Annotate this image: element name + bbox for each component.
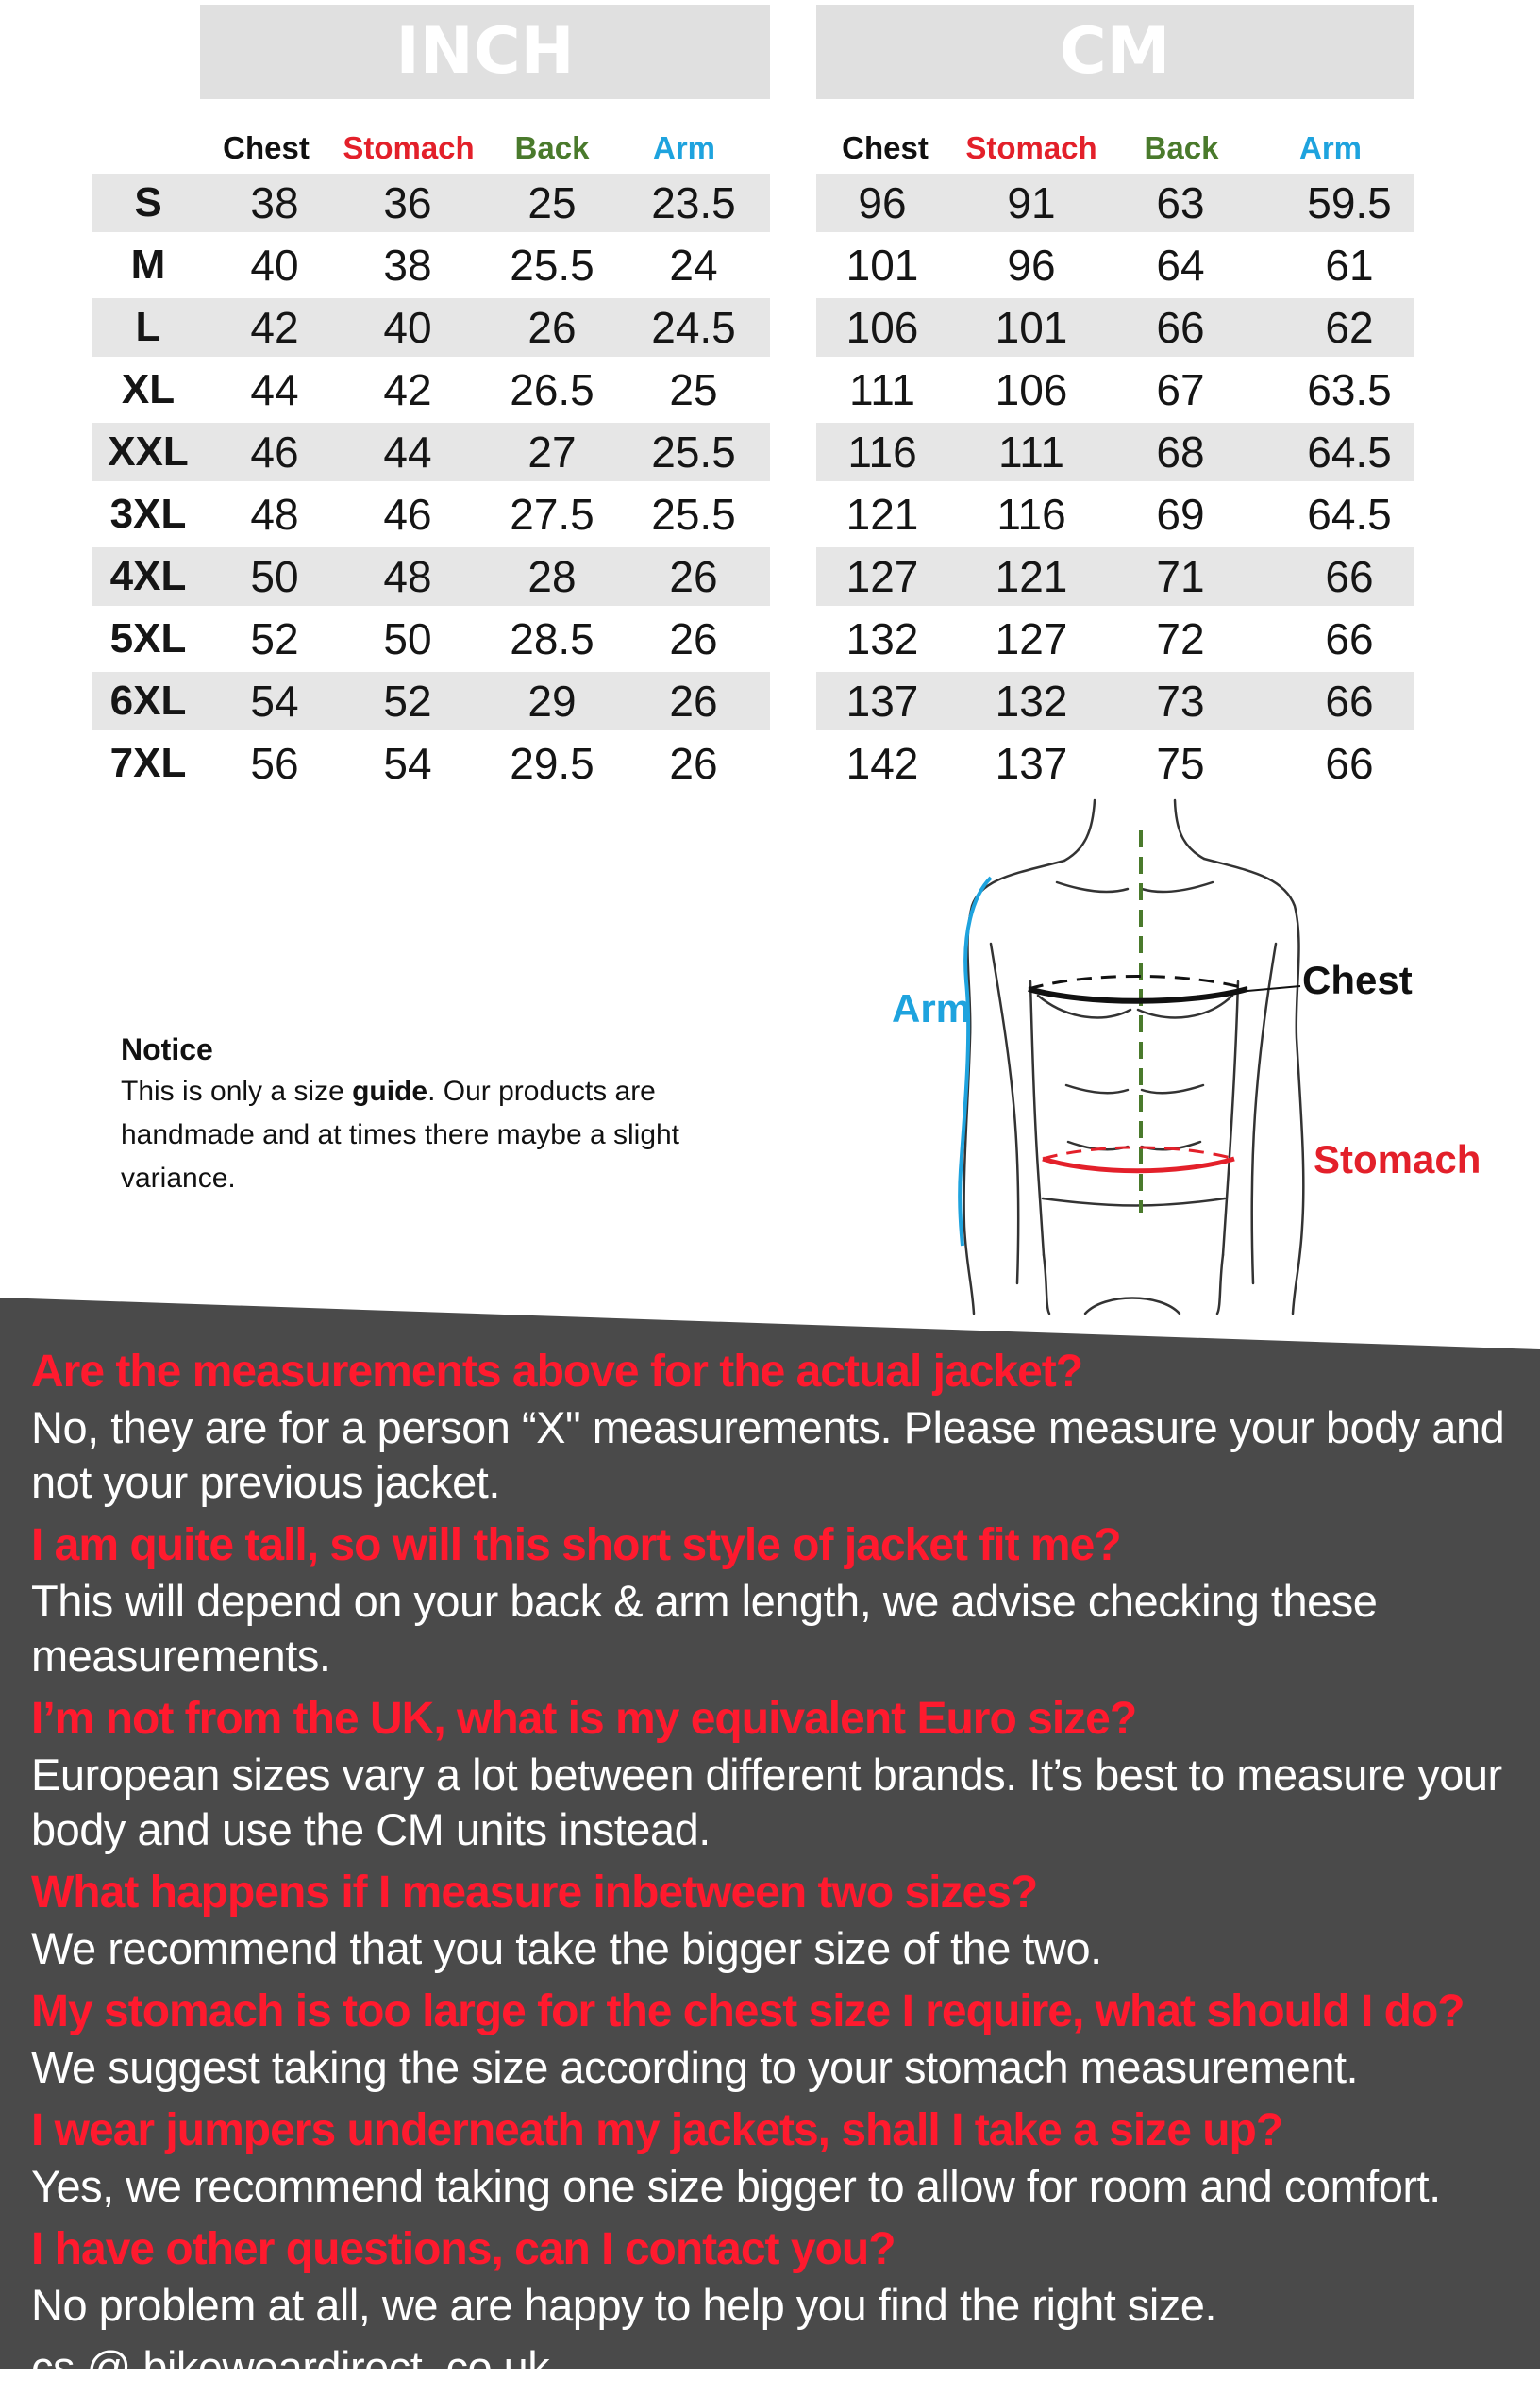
inch-chest-cell: 38 [250, 178, 299, 227]
table-row [0, 608, 1540, 670]
table-row [0, 234, 1540, 296]
table-row [0, 296, 1540, 359]
inch-arm-cell: 24.5 [651, 303, 736, 352]
cm-back-cell: 67 [1156, 365, 1205, 414]
faq-section [31, 1344, 1532, 2395]
faq-item [31, 2221, 1532, 2333]
inch-back-cell: 29.5 [510, 739, 594, 788]
inch-arm-cell: 23.5 [651, 178, 736, 227]
notice-text-end: . Our products are handmade and at times there maybe a slight variance. [121, 1076, 680, 1194]
table-row [0, 670, 1540, 732]
notice-text-bold: guide [352, 1076, 428, 1107]
cm-chest-cell: 142 [845, 739, 919, 788]
faq-answer: We suggest taking the size according to your stomach measurement. [31, 2042, 1359, 2092]
cm-col-arm: Arm [1298, 130, 1363, 165]
inch-chest-cell: 54 [250, 677, 299, 726]
cm-back-cell: 66 [1156, 303, 1205, 352]
cm-back-cell: 64 [1156, 241, 1205, 290]
table-row [0, 483, 1540, 545]
inch-chest-cell: 46 [250, 427, 299, 477]
faq-answer: No, they are for a person “X" measurements. Please measure your body and not your previous jacket. [31, 1402, 1505, 1507]
inch-arm-cell: 26 [669, 739, 718, 788]
diagram-chest-label: Chest [1302, 958, 1413, 1002]
faq-item [31, 2102, 1532, 2214]
inch-arm-cell: 25.5 [651, 490, 736, 539]
size-label: L [135, 304, 161, 350]
inch-arm-cell: 26 [669, 614, 718, 663]
inch-col-back: Back [514, 130, 590, 165]
cm-back-cell: 75 [1156, 739, 1205, 788]
cm-arm-cell: 63.5 [1307, 365, 1392, 414]
size-label: S [134, 179, 162, 226]
contact-email[interactable]: cs @ bikeweardirect. co.uk [31, 2342, 550, 2392]
inch-back-cell: 25.5 [510, 241, 594, 290]
torso-outline [849, 793, 1491, 1321]
cm-stomach-cell: 91 [1007, 178, 1056, 227]
cm-chest-cell: 116 [847, 427, 917, 477]
cm-arm-cell: 62 [1325, 303, 1374, 352]
faq-item [31, 1984, 1532, 2095]
faq-question: I am quite tall, so will this short style of jacket fit me? [31, 1520, 1121, 1570]
notice-title: Notice [121, 1032, 213, 1066]
cm-chest-cell: 106 [845, 303, 919, 352]
faq-answer: European sizes vary a lot between different brands. It’s best to measure your body and use the CM units instead. [31, 1750, 1502, 1854]
cm-back-cell: 63 [1156, 178, 1205, 227]
inch-arm-cell: 25 [669, 365, 718, 414]
diagram-stomach-label: Stomach [1314, 1137, 1481, 1181]
size-label: XXL [108, 428, 189, 475]
faq-item [31, 1865, 1532, 1976]
notice-text-start: This is only a size [121, 1076, 353, 1107]
cm-stomach-cell: 137 [995, 739, 1068, 788]
faq-question: Are the measurements above for the actual jacket? [31, 1347, 1083, 1397]
table-row [0, 359, 1540, 421]
inch-stomach-cell: 54 [383, 739, 432, 788]
inch-col-stomach: Stomach [343, 130, 475, 165]
faq-item [31, 1344, 1532, 1510]
size-label: 7XL [109, 740, 187, 786]
cm-back-cell: 69 [1156, 490, 1205, 539]
cm-chest-cell: 96 [858, 178, 907, 227]
cm-stomach-cell: 121 [995, 552, 1068, 601]
table-row [0, 545, 1540, 608]
size-label: 5XL [109, 615, 187, 662]
faq-question: I’m not from the UK, what is my equivalent Euro size? [31, 1694, 1137, 1744]
faq-answer: Yes, we recommend taking one size bigger to allow for room and comfort. [31, 2161, 1441, 2211]
cm-arm-cell: 64.5 [1307, 427, 1392, 477]
inch-stomach-cell: 46 [383, 490, 432, 539]
inch-arm-cell: 26 [669, 677, 718, 726]
cm-chest-cell: 132 [845, 614, 919, 663]
inch-back-cell: 28 [527, 552, 577, 601]
cm-stomach-cell: 96 [1007, 241, 1056, 290]
faq-answer: We recommend that you take the bigger size of the two. [31, 1923, 1102, 1973]
size-label: 6XL [109, 678, 187, 724]
cm-col-chest: Chest [842, 130, 929, 165]
cm-arm-cell: 59.5 [1307, 178, 1392, 227]
table-row [0, 421, 1540, 483]
faq-question: I have other questions, can I contact you? [31, 2224, 896, 2274]
cm-arm-cell: 64.5 [1307, 490, 1392, 539]
cm-back-cell: 68 [1156, 427, 1205, 477]
cm-back-cell: 73 [1156, 677, 1205, 726]
inch-stomach-cell: 44 [383, 427, 432, 477]
faq-question: My stomach is too large for the chest size I require, what should I do? [31, 1986, 1465, 2036]
cm-stomach-cell: 111 [998, 427, 1064, 477]
cm-chest-cell: 127 [845, 552, 919, 601]
inch-col-arm: Arm [652, 130, 716, 165]
cm-stomach-cell: 132 [995, 677, 1068, 726]
cm-col-stomach: Stomach [965, 130, 1097, 165]
size-table [0, 172, 1540, 795]
inch-chest-cell: 40 [250, 241, 299, 290]
inch-arm-cell: 26 [669, 552, 718, 601]
inch-back-cell: 29 [527, 677, 577, 726]
inch-back-cell: 26 [527, 303, 577, 352]
inch-back-cell: 26.5 [510, 365, 594, 414]
cm-back-cell: 71 [1156, 552, 1205, 601]
faq-item [31, 1517, 1532, 1683]
size-label: XL [121, 366, 176, 412]
cm-back-cell: 72 [1156, 614, 1205, 663]
diagram-arm-label: Arm [892, 986, 972, 1030]
cm-arm-cell: 66 [1325, 677, 1374, 726]
cm-chest-cell: 111 [849, 365, 915, 414]
inch-chest-cell: 42 [250, 303, 299, 352]
inch-back-cell: 27 [527, 427, 577, 477]
size-label: 3XL [109, 491, 187, 537]
inch-back-cell: 25 [527, 178, 577, 227]
inch-stomach-cell: 52 [383, 677, 432, 726]
inch-arm-cell: 25.5 [651, 427, 736, 477]
inch-chest-cell: 50 [250, 552, 299, 601]
cm-stomach-cell: 116 [996, 490, 1066, 539]
notice-text [121, 1070, 781, 1200]
cm-arm-cell: 66 [1325, 739, 1374, 788]
inch-stomach-cell: 50 [383, 614, 432, 663]
cm-stomach-cell: 101 [995, 303, 1068, 352]
inch-chest-cell: 52 [250, 614, 299, 663]
faq-answer: No problem at all, we are happy to help you find the right size. [31, 2280, 1217, 2330]
inch-stomach-cell: 42 [383, 365, 432, 414]
inch-col-chest: Chest [223, 130, 310, 165]
size-label: 4XL [109, 553, 187, 599]
cm-col-back: Back [1144, 130, 1219, 165]
cm-arm-cell: 66 [1325, 552, 1374, 601]
inch-stomach-cell: 40 [383, 303, 432, 352]
inch-chest-cell: 44 [250, 365, 299, 414]
inch-stomach-cell: 36 [383, 178, 432, 227]
cm-stomach-cell: 106 [995, 365, 1068, 414]
body-measurement-diagram [849, 793, 1491, 1321]
cm-chest-cell: 121 [845, 490, 919, 539]
notice [121, 1029, 781, 1200]
cm-arm-cell: 66 [1325, 614, 1374, 663]
cm-chest-cell: 101 [845, 241, 919, 290]
faq-answer: This will depend on your back & arm length, we advise checking these measurements. [31, 1576, 1378, 1681]
inch-back-cell: 28.5 [510, 614, 594, 663]
table-row [0, 172, 1540, 234]
cm-arm-cell: 61 [1325, 241, 1374, 290]
inch-arm-cell: 24 [669, 241, 718, 290]
size-label: M [130, 242, 166, 288]
inch-chest-cell: 48 [250, 490, 299, 539]
inch-stomach-cell: 38 [383, 241, 432, 290]
inch-back-cell: 27.5 [510, 490, 594, 539]
inch-header: INCH [200, 5, 770, 99]
faq-item [31, 1691, 1532, 1857]
cm-stomach-cell: 127 [995, 614, 1068, 663]
cm-header: CM [816, 5, 1414, 99]
faq-question: What happens if I measure inbetween two sizes? [31, 1867, 1038, 1918]
inch-chest-cell: 56 [250, 739, 299, 788]
cm-chest-cell: 137 [845, 677, 919, 726]
table-row [0, 732, 1540, 795]
inch-stomach-cell: 48 [383, 552, 432, 601]
faq-question: I wear jumpers underneath my jackets, shall I take a size up? [31, 2105, 1283, 2155]
